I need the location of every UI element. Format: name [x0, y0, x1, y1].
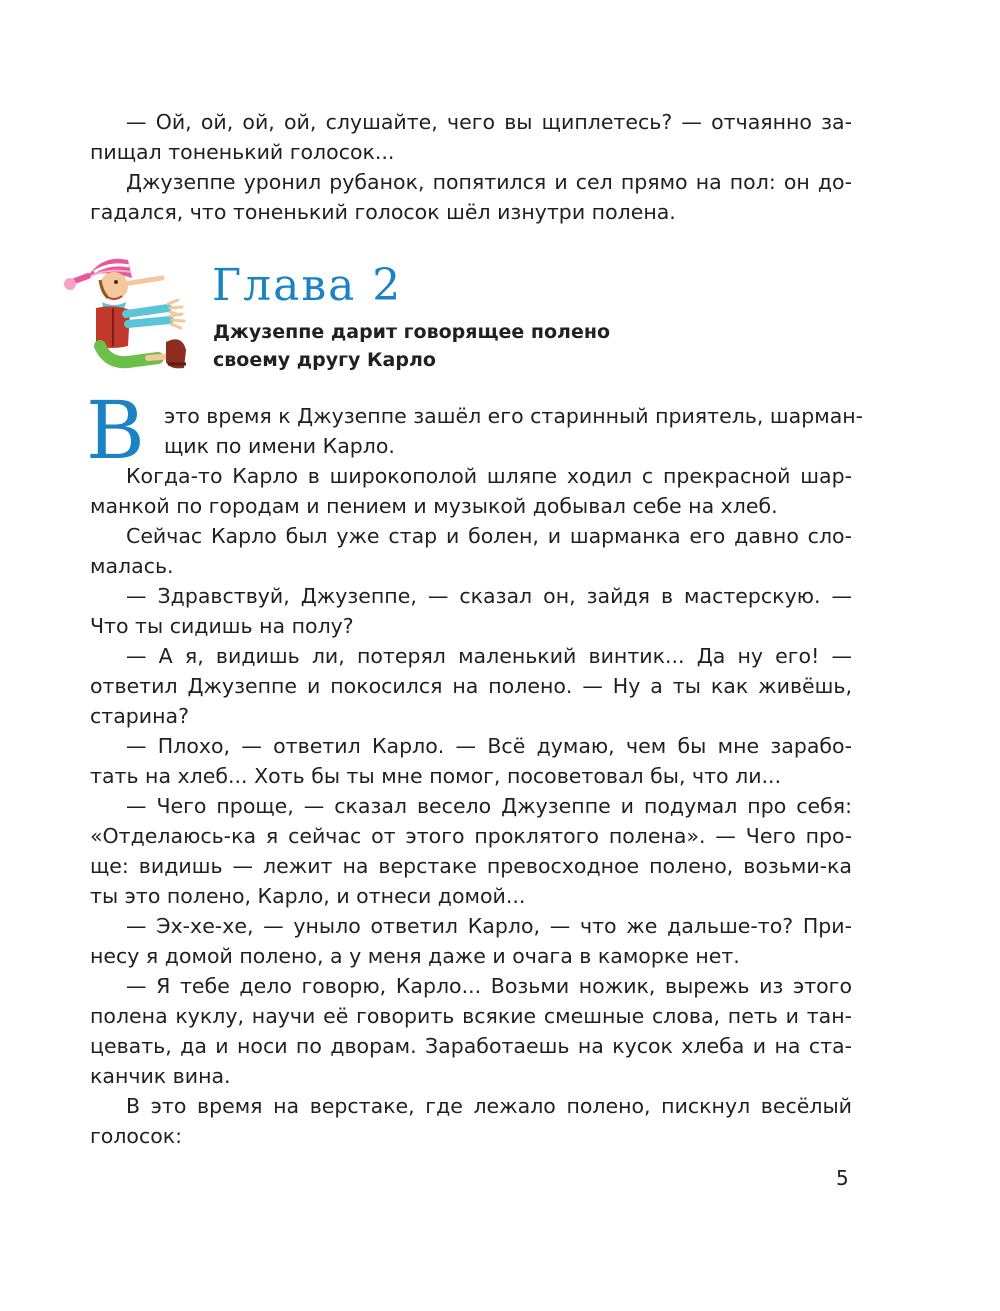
text-line: Когда-то Карло в широкополой шляпе ходил с прекрасной шар-: [126, 464, 852, 488]
text-line: Что ты сидишь на полу?: [90, 614, 354, 638]
text-line: — Чего проще, — сказал весело Джузеппе и подумал про себя:: [126, 794, 852, 818]
drop-cap: В: [86, 384, 145, 477]
text-line: — А я, видишь ли, потерял маленький винтик... Да ну его! —: [126, 644, 852, 668]
text-line: цевать, да и носи по дворам. Заработаешь на кусок хлеба и на ста-: [90, 1034, 852, 1058]
pinocchio-icon: [58, 246, 198, 376]
text-line: канчик вина.: [90, 1064, 231, 1088]
text-line: манкой по городам и пением и музыкой добывал себе на хлеб.: [90, 494, 778, 518]
text-line: — Эх-хе-хе, — уныло ответил Карло, — что же дальше-то? При-: [126, 914, 852, 938]
page-number: 5: [836, 1166, 849, 1190]
text-line: гадался, что тоненький голосок шёл изнутри полена.: [90, 200, 676, 224]
text-line: ответил Джузеппе и покосился на полено. — Ну а ты как живёшь,: [90, 674, 852, 698]
chapter-title: Глава 2: [212, 260, 403, 311]
text-line: «Отделаюсь-ка я сейчас от этого проклятого полена». — Чего про-: [90, 824, 852, 848]
text-line: — Здравствуй, Джузеппе, — сказал он, зайдя в мастерскую. —: [126, 584, 852, 608]
text-line: пищал тоненький голосок...: [90, 140, 395, 164]
chapter-subtitle-line: своему другу Карло: [213, 349, 436, 371]
text-line: несу я домой полено, а у меня даже и очага в каморке нет.: [90, 944, 740, 968]
text-line: это время к Джузеппе зашёл его старинный приятель, шарман-: [164, 404, 864, 428]
text-line: малась.: [90, 554, 174, 578]
text-line: — Я тебе дело говорю, Карло... Возьми ножик, вырежь из этого: [126, 974, 852, 998]
text-line: — Плохо, — ответил Карло. — Всё думаю, чем бы мне зарабо-: [126, 734, 852, 758]
text-line: полена куклу, научи её говорить всякие смешные слова, петь и тан-: [90, 1004, 852, 1028]
text-line: тать на хлеб... Хоть бы ты мне помог, посоветовал бы, что ли...: [90, 764, 782, 788]
text-line: Сейчас Карло был уже стар и болен, и шарманка его давно сло-: [126, 524, 852, 548]
chapter-subtitle-line: Джузеппе дарит говорящее полено: [213, 321, 611, 343]
text-line: старина?: [90, 704, 189, 728]
text-line: ще: видишь — лежит на верстаке превосходное полено, возьми-ка: [90, 854, 852, 878]
text-line: щик по имени Карло.: [164, 434, 395, 458]
text-line: ты это полено, Карло, и отнеси домой...: [90, 884, 526, 908]
text-line: голосок:: [90, 1124, 183, 1148]
text-line: — Ой, ой, ой, ой, слушайте, чего вы щиплетесь? — отчаянно за-: [126, 110, 852, 134]
text-line: В это время на верстаке, где лежало полено, пискнул весёлый: [126, 1094, 852, 1118]
text-line: Джузеппе уронил рубанок, попятился и сел прямо на пол: он до-: [126, 170, 852, 194]
